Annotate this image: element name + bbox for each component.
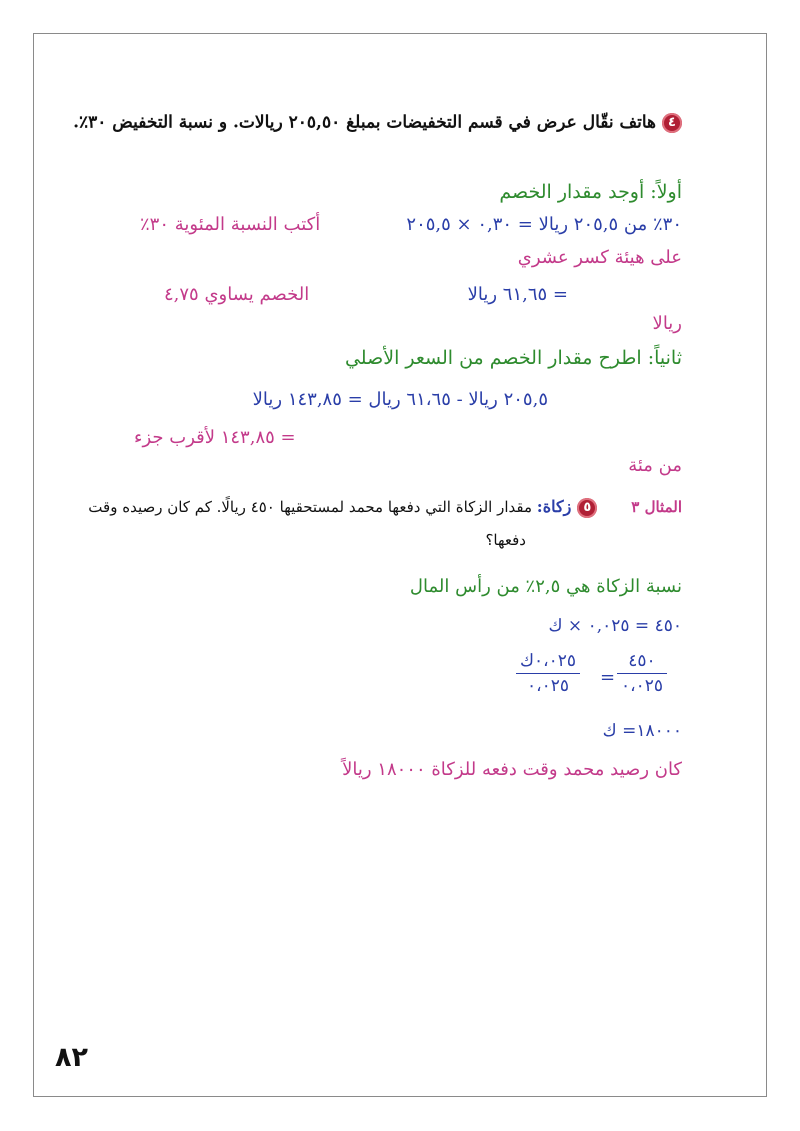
step-1-heading: أولاً: أوجد مقدار الخصم (499, 181, 682, 203)
fraction-left-denominator: ٠،٠٢٥ (621, 676, 664, 696)
step-1-result-note: الخصم يساوي ٤,٧٥ (164, 284, 310, 305)
step-1-note-line1: أكتب النسبة المئوية ٣٠٪ (140, 214, 321, 235)
fraction-equals: = (600, 667, 616, 688)
step-1-calc: ٣٠٪ من ٢٠٥,٥ ريالا = ٠,٣٠ × ٢٠٥,٥ (406, 214, 682, 235)
step-1-result: = ٦١,٦٥ ريالا (467, 284, 568, 305)
fraction-right-denominator: ٠،٠٢٥ (527, 676, 570, 696)
example-3-label: المثال ٣ (631, 498, 682, 516)
solution-equation: ٤٥٠ = ٠,٠٢٥ × ك (548, 616, 682, 636)
solution-rate: نسبة الزكاة هي ٢,٥٪ من رأس المال (409, 576, 682, 597)
step-2-calc: ٢٠٥,٥ ريالا - ٦١،٦٥ ريال = ١٤٣,٨٥ ريالا (252, 389, 548, 410)
fraction-left-bar (617, 673, 667, 674)
example-3-text-line1: مقدار الزكاة التي دفعها محمد لمستحقيها ٤٥٠ ريالًا. كم كان رصيده وقت (88, 498, 532, 516)
step-2-rounded-cont: من مئة (628, 455, 682, 476)
fraction-right-bar (516, 673, 580, 674)
example-3-text-line2: دفعها؟ (485, 531, 526, 549)
example-3-line (88, 498, 682, 518)
problem-4-line (73, 113, 682, 133)
fraction-left-numerator: ٤٥٠ (628, 651, 656, 671)
step-1-result-note-cont: ريالا (652, 313, 682, 334)
problem-4-text: هاتف نقّال عرض في قسم التخفيضات بمبلغ ٢٠٥,٥٠ ريالات. و نسبة التخفيض ٣٠٪. (73, 112, 656, 133)
solution-conclusion: كان رصيد محمد وقت دفعه للزكاة ١٨٠٠٠ ريالاً (342, 759, 682, 780)
fraction-left-side (617, 651, 667, 696)
step-2-heading: ثانياً: اطرح مقدار الخصم من السعر الأصلي (344, 347, 682, 369)
problem-4-badge: ٤ (662, 113, 682, 133)
fraction-right-numerator: ٠،٠٢٥ك (520, 651, 577, 671)
step-1-note-line2: على هيئة كسر عشري (517, 247, 682, 268)
example-3-title: زكاة: (536, 497, 572, 516)
solution-result: ١٨٠٠٠= ك (602, 721, 682, 741)
page-number: ٨٢ (55, 1042, 88, 1073)
fraction-right-side (516, 651, 580, 696)
example-3-badge: ٥ (577, 498, 597, 518)
step-2-rounded: = ١٤٣,٨٥ لأقرب جزء (134, 427, 296, 448)
